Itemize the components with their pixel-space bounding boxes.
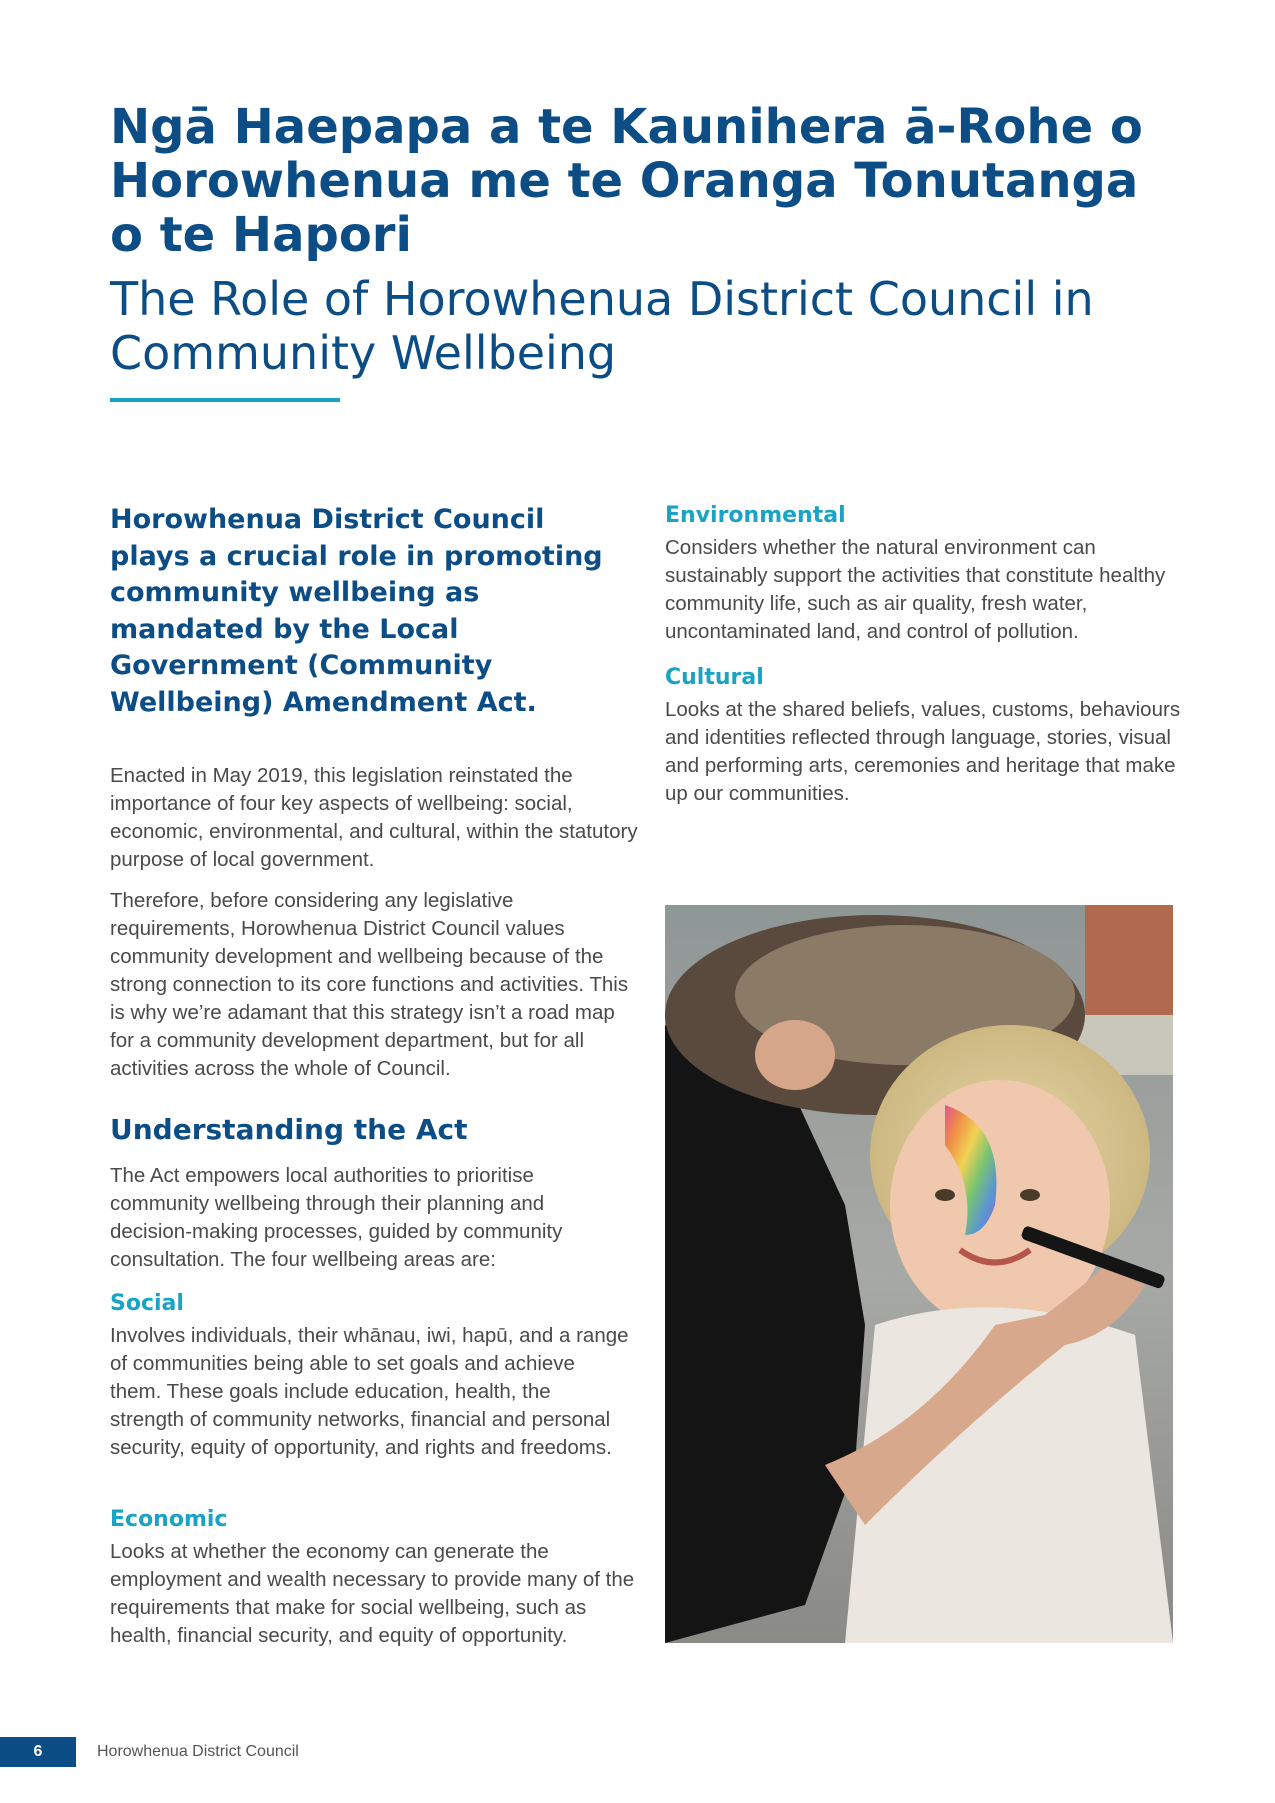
page-title-maori: Ngā Haepapa a te Kaunihera ā-Rohe o Horowhenua me te Oranga Tonutanga o te Hapori: [110, 99, 1143, 263]
intro-paragraph-2: Therefore, before considering any legislative requirements, Horowhenua District Council values community development and wellbeing because of the strong connection to its core functions and activities. This is why we’re adamant that this strategy isn’t a road map for a community development department, but for all activities across the whole of Council.: [110, 889, 629, 1080]
understanding-paragraph: The Act empowers local authorities to prioritise community wellbeing through their planning and decision-making processes, guided by community consultation. The four wellbeing areas are:: [110, 1164, 563, 1271]
intro-lead: Horowhenua District Council plays a crucial role in promoting community wellbeing as mandated by the Local Government (Community Wellbeing) Amendment Act.: [110, 504, 603, 718]
economic-heading: Economic: [110, 1507, 228, 1532]
page-number: 6: [0, 1737, 76, 1767]
cultural-text: Looks at the shared beliefs, values, customs, behaviours and identities reflected through language, stories, visual and performing arts, ceremonies and heritage that make up our communities.: [665, 698, 1181, 805]
footer-organisation: Horowhenua District Council: [97, 1743, 299, 1760]
understanding-heading: Understanding the Act: [110, 1113, 468, 1146]
environmental-heading: Environmental: [665, 503, 846, 528]
social-heading: Social: [110, 1291, 184, 1316]
face-painting-photo: [665, 905, 1173, 1643]
economic-text: Looks at whether the economy can generate the employment and wealth necessary to provide many of the requirements that make for social wellbeing, such as health, financial security, and equity of opportunity.: [110, 1540, 635, 1647]
title-underline: [110, 398, 340, 402]
page-title-english: The Role of Horowhenua District Council in Community Wellbeing: [110, 272, 1094, 380]
environmental-text: Considers whether the natural environment can sustainably support the activities that constitute healthy community life, such as air quality, fresh water, uncontaminated land, and control of pollution.: [665, 536, 1166, 643]
social-text: Involves individuals, their whānau, iwi, hapū, and a range of communities being able to set goals and achieve them. These goals include education, health, the strength of community networks, financial and personal security, equity of opportunity, and rights and freedoms.: [110, 1324, 629, 1459]
cultural-heading: Cultural: [665, 665, 764, 690]
intro-paragraph-1: Enacted in May 2019, this legislation reinstated the importance of four key aspects of wellbeing: social, economic, environmental, and cultural, within the statutory purpose of local government.: [110, 764, 638, 871]
